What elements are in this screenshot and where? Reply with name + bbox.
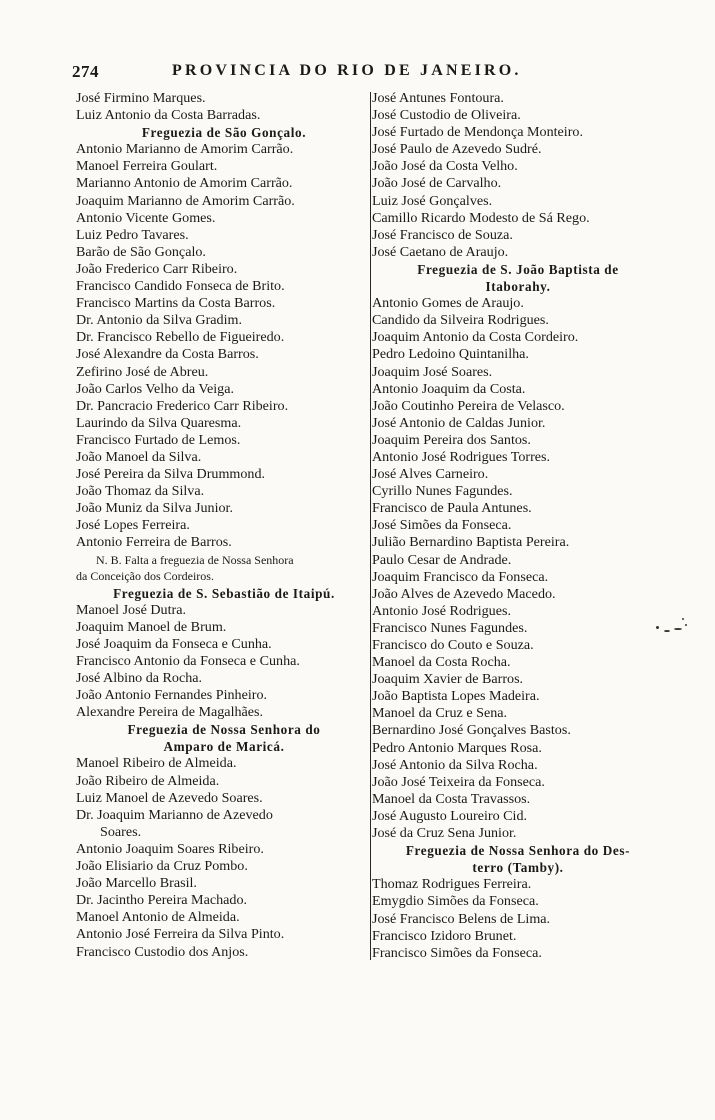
list-item: Dr. Jacintho Pereira Machado. [76,892,248,909]
list-item: Francisco Izidoro Brunet. [372,927,517,944]
list-item: José Francisco Belens de Lima. [372,910,551,927]
list-item: Manoel da Costa Travassos. [372,790,531,807]
list-item: Manoel da Cruz e Sena. [372,705,508,722]
list-item: Luiz Manoel de Azevedo Soares. [76,789,263,806]
list-item: José Alves Carneiro. [372,466,489,483]
list-item: Bernardino José Gonçalves Bastos. [372,722,571,739]
list-item: José Francisco de Souza. [372,226,513,243]
list-item: Paulo Cesar de Andrade. [372,551,512,568]
list-item: Pedro Antonio Marques Rosa. [372,739,542,756]
ink-smudge [652,612,692,640]
list-item: Francisco Furtado de Lemos. [76,431,241,448]
list-item: Luiz José Gonçalves. [372,192,493,209]
list-item: Manoel da Costa Rocha. [372,654,511,671]
list-item: José Firmino Marques. [76,90,206,106]
list-item: Francisco Nunes Fagundes. [372,619,528,636]
page-header [72,62,657,84]
list-item: Manoel Ferreira Goulart. [76,158,218,175]
section-heading: Freguezia de S. João Baptista de [417,261,619,277]
list-item: Dr. Joaquim Marianno de Azevedo [76,806,273,823]
list-item: José Simões da Fonseca. [372,517,512,534]
list-item: José Furtado de Mendonça Monteiro. [372,124,583,141]
right-column [372,90,664,962]
list-item: Julião Bernardino Baptista Pereira. [372,534,570,551]
left-column [76,90,372,961]
list-item: João Frederico Carr Ribeiro. [76,260,238,277]
list-item: Antonio Marianno de Amorim Carrão. [76,141,294,158]
list-item: Francisco do Couto e Souza. [372,637,534,653]
list-item: José Pereira da Silva Drummond. [76,466,266,483]
list-item: Joaquim José Soares. [372,363,493,380]
list-item: Thomaz Rodrigues Ferreira. [372,876,532,893]
list-item: João Marcello Brasil. [76,875,197,892]
list-item: José Paulo de Azevedo Sudré. [372,141,542,158]
list-item: Dr. Francisco Rebello de Figueiredo. [76,329,285,346]
list-item: Antonio Joaquim Soares Ribeiro. [76,840,264,857]
list-item: Joaquim Antonio da Costa Cordeiro. [372,329,579,346]
list-item: Alexandre Pereira de Magalhães. [76,704,264,721]
list-item: José Antonio da Silva Rocha. [372,756,538,773]
list-item: José Lopes Ferreira. [76,517,190,534]
list-item: Pedro Ledoino Quintanilha. [372,346,529,363]
list-item: Antonio Ferreira de Barros. [76,534,232,551]
list-item: João Baptista Lopes Madeira. [372,688,540,705]
list-item: Antonio Joaquim da Costa. [372,380,526,397]
list-item: Antonio José Rodrigues. [372,602,511,619]
list-item: Dr. Pancracio Frederico Carr Ribeiro. [76,397,289,414]
editor-note: da Conceição dos Cordeiros. [76,569,214,584]
list-item: Manoel Ribeiro de Almeida. [76,755,237,772]
list-item: João Alves de Azevedo Macedo. [372,585,556,602]
list-item: Joaquim Manoel de Brum. [76,618,227,635]
section-heading: Freguezia de Nossa Senhora do Des- [405,843,631,859]
list-item: Luiz Pedro Tavares. [76,226,189,243]
list-item: Manoel José Dutra. [76,601,186,618]
list-item: Antonio José Ferreira da Silva Pinto. [76,926,285,943]
section-heading: Itaborahy. [485,279,551,295]
list-item: José Antonio de Caldas Junior. [372,414,546,431]
list-item: José Joaquim da Fonseca e Cunha. [76,635,272,652]
list-item-continuation: Soares. [100,823,142,840]
list-item: José Caetano de Araujo. [372,243,509,260]
list-item: Emygdio Simões da Fonseca. [372,893,539,910]
list-item: João Manoel da Silva. [76,448,202,465]
list-item: João José Teixeira da Fonseca. [372,773,545,790]
list-item: Francisco Martins da Costa Barros. [76,295,276,312]
list-item: José da Cruz Sena Junior. [372,825,517,842]
page-number: 274 [72,62,99,81]
list-item: Barão de São Gonçalo. [76,243,206,260]
list-item: João Carlos Velho da Veiga. [76,380,235,397]
section-heading: Freguezia de São Gonçalo. [141,125,307,141]
list-item: Marianno Antonio de Amorim Carrão. [76,175,293,192]
section-heading: Freguezia de Nossa Senhora do [127,722,321,738]
list-item: José Albino da Rocha. [76,670,203,686]
list-item: Cyrillo Nunes Fagundes. [372,483,513,500]
list-item: Camillo Ricardo Modesto de Sá Rego. [372,209,590,226]
list-item: Antonio José Rodrigues Torres. [372,448,551,465]
section-heading: Freguezia de S. Sebastião de Itaipú. [113,585,335,601]
list-item: Manoel Antonio de Almeida. [76,909,240,926]
list-item: Antonio Gomes de Araujo. [372,295,524,312]
column-divider [370,92,371,960]
list-item: Joaquim Francisco da Fonseca. [372,568,549,585]
list-item: Zefirino José de Abreu. [76,363,209,380]
list-item: Joaquim Pereira dos Santos. [372,431,531,448]
list-item: João Ribeiro de Almeida. [76,772,220,789]
list-item: Laurindo da Silva Quaresma. [76,414,242,431]
running-title: PROVINCIA DO RIO DE JANEIRO. [172,62,522,79]
editor-note: N. B. Falta a freguezia de Nossa Senhora [96,552,294,567]
list-item: Luiz Antonio da Costa Barradas. [76,107,261,124]
list-item: João José de Carvalho. [372,175,502,192]
list-item: Joaquim Xavier de Barros. [372,671,524,688]
list-item: João Elisiario da Cruz Pombo. [76,858,248,875]
list-item: José Augusto Loureiro Cid. [372,807,528,824]
list-item: João Antonio Fernandes Pinheiro. [76,687,268,704]
list-item: José Alexandre da Costa Barros. [76,346,259,363]
list-item: Francisco Candido Fonseca de Brito. [76,278,285,295]
section-heading: terro (Tamby). [472,860,564,876]
list-item: João Coutinho Pereira de Velasco. [372,397,565,414]
list-item: Antonio Vicente Gomes. [76,209,216,226]
section-heading: Amparo de Maricá. [163,739,285,755]
list-item: Francisco de Paula Antunes. [372,500,532,517]
list-item: João Thomaz da Silva. [76,483,205,500]
list-item: Candido da Silveira Rodrigues. [372,312,549,329]
list-item: João José da Costa Velho. [372,158,518,175]
list-item: Francisco Simões da Fonseca. [372,944,542,961]
list-item: Joaquim Marianno de Amorim Carrão. [76,192,295,209]
list-item: Dr. Antonio da Silva Gradim. [76,312,242,329]
list-item: João Muniz da Silva Junior. [76,500,233,517]
list-item: José Antunes Fontoura. [372,90,504,106]
list-item: Francisco Antonio da Fonseca e Cunha. [76,652,300,669]
list-item: José Custodio de Oliveira. [372,107,521,124]
list-item: Francisco Custodio dos Anjos. [76,943,249,960]
